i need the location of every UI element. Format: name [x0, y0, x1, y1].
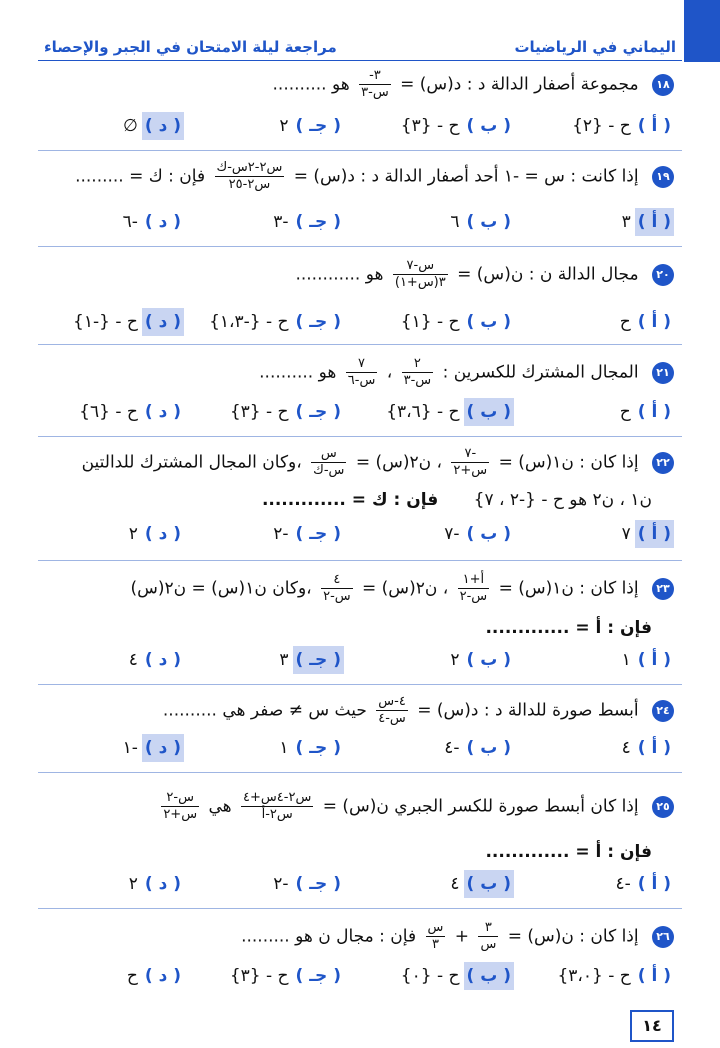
- question-number: ١٩: [652, 166, 674, 188]
- stem-mid: هي: [208, 796, 232, 817]
- option-d[interactable]: [123, 112, 184, 140]
- page-header: [0, 0, 720, 62]
- option-b[interactable]: [444, 520, 514, 548]
- option-text: ح - {١}: [400, 312, 460, 332]
- numerator: ٣: [478, 920, 498, 937]
- options: [46, 398, 674, 426]
- stem-tail: ،وكان المجال المشترك للدالتين: [81, 452, 302, 473]
- option-d[interactable]: [79, 398, 184, 426]
- option-label-selected: ( ب ): [464, 870, 515, 898]
- option-label-selected: ( د ): [142, 308, 184, 336]
- options: [46, 520, 674, 548]
- option-d[interactable]: [123, 734, 184, 762]
- option-c[interactable]: [273, 870, 344, 898]
- numerator: ٤: [321, 572, 353, 589]
- option-label: ( جـ ): [295, 738, 341, 758]
- denominator: س-٣: [361, 85, 389, 100]
- option-d[interactable]: [129, 870, 184, 898]
- option-b[interactable]: [450, 870, 514, 898]
- option-label-selected: ( د ): [142, 112, 184, 140]
- option-label: ( د ): [144, 874, 181, 894]
- option-text: ٢: [128, 524, 138, 544]
- option-c[interactable]: [279, 646, 344, 674]
- option-b[interactable]: [450, 646, 514, 674]
- numerator: س: [311, 446, 346, 463]
- stem-line-2: [46, 842, 652, 862]
- option-text: ح: [619, 312, 631, 332]
- question-stem: [46, 790, 674, 823]
- option-label: ( ب ): [466, 650, 511, 670]
- option-label: ( أ ): [637, 966, 671, 986]
- fraction: [161, 790, 199, 823]
- stem-text: مجموعة أصفار الدالة د : د(س) =: [400, 74, 639, 95]
- option-label: ( أ ): [637, 402, 671, 422]
- stem-tail: فإن : مجال ن هو .........: [241, 926, 417, 947]
- numerator: ٣-: [359, 68, 391, 85]
- corner-tab: [684, 0, 720, 62]
- option-label-selected: ( ب ): [464, 962, 515, 990]
- option-c[interactable]: [230, 962, 344, 990]
- option-a[interactable]: [622, 520, 674, 548]
- question-number: ٢٢: [652, 452, 674, 474]
- question-25: [38, 774, 682, 909]
- option-text: ح - {٣}: [400, 116, 460, 136]
- stem-mid: ، ن٢(س) =: [355, 452, 443, 473]
- option-label: ( أ ): [637, 738, 671, 758]
- option-text: ٣: [621, 212, 631, 232]
- stem-text: إذا كانت : س = -١ أحد أصفار الدالة د : د(س) =: [293, 166, 639, 187]
- stem-ask: فإن : ك = .............: [261, 490, 439, 510]
- stem-text: المجال المشترك للكسرين :: [442, 362, 639, 383]
- options: [46, 870, 674, 898]
- fraction: [376, 694, 408, 727]
- numerator: ٢: [402, 356, 434, 373]
- question-stem: [46, 446, 674, 479]
- option-text: ٤: [450, 874, 460, 894]
- option-label: ( جـ ): [295, 874, 341, 894]
- stem-tail: فإن : ك = .........: [75, 166, 206, 187]
- option-label-selected: ( جـ ): [293, 646, 344, 674]
- option-text: ح - {٢}: [572, 116, 631, 136]
- numerator: س٢-٢س-ك: [216, 160, 283, 175]
- option-text: ح - {-١}: [73, 312, 138, 332]
- numerator: -٧: [451, 446, 489, 463]
- options: [46, 112, 674, 140]
- option-text: -١: [122, 738, 138, 758]
- question-stem: ٢١ المجال المشترك للكسرين : $\frac{٢}{\text{س-٣}}$ ، $\frac{٧}{\text{س-٦}}$ هو ..........: [46, 356, 674, 389]
- option-text: -٤: [615, 874, 631, 894]
- stem-text: إذا كان : ن(س) =: [507, 926, 639, 947]
- option-text: ٧: [621, 524, 631, 544]
- option-text: ١: [279, 738, 289, 758]
- option-a[interactable]: [620, 398, 674, 426]
- option-c[interactable]: [209, 308, 344, 336]
- option-label: ( أ ): [637, 874, 671, 894]
- stem-tail: ،وكان ن١(س) = ن٢(س): [130, 578, 312, 599]
- option-label: ( جـ ): [295, 402, 341, 422]
- option-text: ٢: [279, 116, 289, 136]
- option-a[interactable]: [620, 308, 674, 336]
- fraction: [458, 572, 490, 605]
- stem-text: إذا كان : ن١(س) =: [498, 452, 639, 473]
- option-d[interactable]: [123, 208, 184, 236]
- option-label: ( جـ ): [295, 312, 341, 332]
- option-text: ح - {-١،٣}: [209, 312, 289, 332]
- option-text: ح - {٣}: [229, 966, 289, 986]
- option-text: ح - {٠}: [400, 966, 460, 986]
- option-text: ح - {٣}: [229, 402, 289, 422]
- fraction: [402, 356, 434, 389]
- question-stem: [46, 572, 674, 605]
- option-text: ٤: [621, 738, 631, 758]
- question-stem: [46, 160, 674, 193]
- option-text: ٣: [279, 650, 289, 670]
- stem-tail: هو ..........: [259, 362, 337, 383]
- denominator: س-٣: [403, 373, 432, 388]
- options: [46, 308, 674, 336]
- option-text: ح: [126, 966, 138, 986]
- option-text: ٦: [450, 212, 460, 232]
- option-text: -٦: [122, 212, 138, 232]
- denominator: س+٢: [453, 463, 488, 478]
- stem-tail: حيث س ≠ صفر هي ..........: [162, 700, 367, 721]
- denominator: س+٢: [163, 807, 198, 822]
- stem-tail: هو ..........: [272, 74, 350, 95]
- option-label: ( جـ ): [295, 966, 341, 986]
- question-number: ٢٥: [652, 796, 674, 818]
- stem-mid: +: [454, 926, 470, 947]
- option-b[interactable]: [401, 112, 514, 140]
- option-label: ( ب ): [466, 524, 511, 544]
- option-b[interactable]: [401, 308, 514, 336]
- option-label-selected: ( د ): [142, 734, 184, 762]
- fraction: [426, 920, 446, 953]
- option-label: ( أ ): [637, 312, 671, 332]
- option-b[interactable]: [444, 734, 514, 762]
- option-label: ( ب ): [466, 312, 511, 332]
- fraction: [215, 160, 285, 193]
- numerator: س٢-٤س+٤: [243, 790, 312, 805]
- option-label: ( ب ): [466, 212, 511, 232]
- option-c[interactable]: [273, 208, 344, 236]
- denominator: س-٢: [459, 589, 488, 604]
- denominator: س-٢: [323, 589, 351, 604]
- denominator: ٣(س+١): [394, 275, 446, 290]
- option-text: ٢: [128, 874, 138, 894]
- option-label: ( د ): [144, 650, 181, 670]
- option-text: ٤: [128, 650, 138, 670]
- fraction: [241, 790, 313, 823]
- question-number: ٢٤: [652, 700, 674, 722]
- option-text: ح - {٣،٦}: [386, 402, 460, 422]
- denominator: ٣: [431, 937, 439, 952]
- numerator: س: [427, 920, 444, 935]
- options: [46, 208, 674, 236]
- stem-mid: ، ن٢(س) =: [362, 578, 449, 599]
- option-d[interactable]: [127, 962, 184, 990]
- fraction: [311, 446, 346, 479]
- option-label: ( أ ): [637, 116, 671, 136]
- option-a[interactable]: [572, 112, 674, 140]
- option-label: ( د ): [144, 524, 181, 544]
- fraction: [321, 572, 353, 605]
- option-text: -٢: [273, 524, 289, 544]
- stem-line-2: [46, 618, 652, 638]
- header-divider: [38, 60, 682, 61]
- fraction: [451, 446, 489, 479]
- option-a[interactable]: [615, 870, 674, 898]
- option-text: ح - {٣،٠}: [557, 966, 631, 986]
- option-a[interactable]: [622, 208, 674, 236]
- fraction: [359, 68, 391, 101]
- fraction: [346, 356, 378, 389]
- header-subtitle: مراجعة ليلة الامتحان في الجبر والإحصاء: [44, 38, 337, 56]
- option-text: -٣: [273, 212, 289, 232]
- fraction: [478, 920, 498, 953]
- question-number: ١٨: [652, 74, 674, 96]
- options: [46, 734, 674, 762]
- question-18: [38, 64, 682, 151]
- option-c[interactable]: [273, 520, 344, 548]
- option-b[interactable]: [450, 208, 514, 236]
- question-stem: [46, 694, 674, 727]
- question-22: [38, 438, 682, 561]
- stem-ask: فإن : أ = .............: [485, 618, 652, 638]
- option-text: -٧: [444, 524, 460, 544]
- numerator: س-٧: [393, 258, 448, 275]
- stem-ask: فإن : أ = .............: [485, 842, 652, 862]
- question-19: [38, 152, 682, 247]
- option-d[interactable]: [73, 308, 184, 336]
- header-book-title: اليماني في الرياضيات: [514, 38, 676, 56]
- option-c[interactable]: [279, 112, 344, 140]
- denominator: س-ك: [313, 463, 345, 478]
- option-label: ( جـ ): [295, 116, 341, 136]
- denominator: س٢-٢٥: [228, 177, 271, 192]
- option-text: ∅: [123, 116, 138, 136]
- stem-line-2: [46, 490, 652, 510]
- option-text: ١: [621, 650, 631, 670]
- option-label: ( جـ ): [295, 524, 341, 544]
- stem-text: مجال الدالة ن : ن(س) =: [457, 264, 639, 285]
- question-number: ٢٦: [652, 926, 674, 948]
- question-21: [38, 346, 682, 437]
- option-label-selected: ( ب ): [464, 398, 515, 426]
- numerator: ٧: [346, 356, 378, 373]
- option-b[interactable]: [401, 962, 514, 990]
- denominator: س-٦: [347, 373, 376, 388]
- question-26: [38, 910, 682, 998]
- question-23: [38, 562, 682, 685]
- stem-text: أبسط صورة للدالة د : د(س) =: [417, 700, 639, 721]
- option-text: ٢: [450, 650, 460, 670]
- question-stem: [46, 68, 674, 101]
- question-number: ٢١: [652, 362, 674, 384]
- option-a[interactable]: [622, 646, 674, 674]
- option-text: ح: [619, 402, 631, 422]
- option-b[interactable]: [386, 398, 514, 426]
- question-stem: [46, 920, 674, 953]
- denominator: س-٤: [378, 711, 406, 726]
- option-text: ح - {٦}: [79, 402, 138, 422]
- page-number: ١٤: [630, 1010, 674, 1042]
- option-d[interactable]: [129, 646, 184, 674]
- stem-text: ن١ ، ن٢ هو ح - {-٢ ، ٧}: [473, 490, 652, 510]
- options: [46, 962, 674, 990]
- denominator: س٢-أ: [261, 807, 293, 822]
- denominator: س: [480, 937, 497, 952]
- option-label-selected: ( أ ): [635, 520, 674, 548]
- option-c[interactable]: [230, 398, 344, 426]
- option-a[interactable]: [622, 734, 674, 762]
- numerator: أ+١: [458, 572, 490, 589]
- stem-text: إذا كان أبسط صورة للكسر الجبري ن(س) =: [322, 796, 639, 817]
- numerator: س-٢: [161, 790, 199, 807]
- numerator: ٤-س: [378, 694, 406, 709]
- question-24: [38, 686, 682, 773]
- question-number: ٢٠: [652, 264, 674, 286]
- option-label: ( أ ): [637, 650, 671, 670]
- stem-tail: هو ............: [295, 264, 384, 285]
- option-text: -٤: [444, 738, 460, 758]
- option-a[interactable]: [557, 962, 674, 990]
- option-label: ( د ): [144, 966, 181, 986]
- option-label: ( د ): [144, 402, 181, 422]
- question-stem: [46, 258, 674, 291]
- option-d[interactable]: [129, 520, 184, 548]
- option-label: ( د ): [144, 212, 181, 232]
- option-label: ( ب ): [466, 116, 511, 136]
- option-label-selected: ( أ ): [635, 208, 674, 236]
- option-label: ( ب ): [466, 738, 511, 758]
- fraction: [393, 258, 448, 291]
- options: [46, 646, 674, 674]
- option-label: ( جـ ): [295, 212, 341, 232]
- option-c[interactable]: [279, 734, 344, 762]
- stem-text: إذا كان : ن١(س) =: [498, 578, 639, 599]
- question-number: ٢٣: [652, 578, 674, 600]
- question-20: [38, 248, 682, 345]
- option-text: -٢: [273, 874, 289, 894]
